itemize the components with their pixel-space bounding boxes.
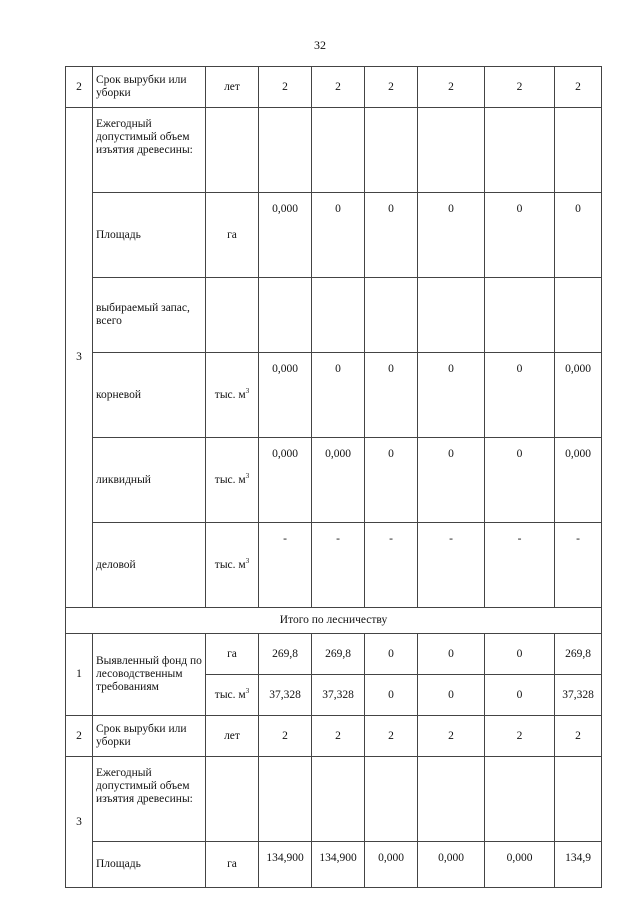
value-cell: - <box>312 523 365 608</box>
value-cell: 0 <box>312 193 365 278</box>
value-cell: 2 <box>418 67 485 108</box>
value-cell <box>312 278 365 353</box>
value-cell: 0 <box>485 634 555 675</box>
value-cell <box>259 757 312 842</box>
forest-table <box>65 66 602 888</box>
row-index: 3 <box>66 757 93 888</box>
value-cell: 2 <box>485 67 555 108</box>
value-cell: 0 <box>418 675 485 716</box>
row-index: 2 <box>66 716 93 757</box>
table-row-ezhegod <box>66 108 602 193</box>
table-row-srok <box>66 67 602 108</box>
value-cell: 2 <box>312 716 365 757</box>
row-index: 3 <box>66 108 93 608</box>
value-cell: 2 <box>418 716 485 757</box>
value-cell <box>418 278 485 353</box>
table-row-kornevoy <box>66 353 602 438</box>
value-cell: 0 <box>555 193 602 278</box>
value-cell: 0,000 <box>365 842 418 888</box>
row-label: Выявленный фонд по лесоводственным требованиям <box>93 634 206 716</box>
value-cell <box>365 108 418 193</box>
value-cell: 0,000 <box>485 842 555 888</box>
value-cell <box>418 108 485 193</box>
value-cell <box>555 108 602 193</box>
value-cell: 269,8 <box>555 634 602 675</box>
value-cell: 0,000 <box>555 353 602 438</box>
unit-cell: тыс. $м^3$ <box>206 353 259 438</box>
value-cell: - <box>418 523 485 608</box>
row-label: выбираемый запас, всего <box>93 278 206 353</box>
value-cell: 0,000 <box>259 353 312 438</box>
table-row-likvidny <box>66 438 602 523</box>
value-cell: 37,328 <box>259 675 312 716</box>
table-row-ploshad <box>66 842 602 888</box>
table-row-ezhegod <box>66 757 602 842</box>
unit-cell: тыс. $м^3$ <box>206 438 259 523</box>
section-heading-row <box>66 608 602 634</box>
row-index: 1 <box>66 634 93 716</box>
value-cell: 2 <box>555 67 602 108</box>
value-cell: 134,900 <box>259 842 312 888</box>
value-cell <box>555 757 602 842</box>
value-cell: - <box>259 523 312 608</box>
value-cell <box>259 278 312 353</box>
unit-cell: тыс. $м^3$ <box>206 675 259 716</box>
value-cell <box>555 278 602 353</box>
row-label: Ежегодный допустимый объем изъятия древесины: <box>93 108 206 193</box>
value-cell: 0 <box>485 193 555 278</box>
value-cell: 0 <box>365 675 418 716</box>
row-label: Площадь <box>93 193 206 278</box>
value-cell <box>365 278 418 353</box>
value-cell: 0 <box>418 634 485 675</box>
value-cell <box>418 757 485 842</box>
table-row-delovoy <box>66 523 602 608</box>
value-cell: 0,000 <box>555 438 602 523</box>
value-cell: 0 <box>365 353 418 438</box>
row-index: 2 <box>66 67 93 108</box>
row-label: Ежегодный допустимый объем изъятия древесины: <box>93 757 206 842</box>
table-row-srok <box>66 716 602 757</box>
page-number: 32 <box>314 38 326 52</box>
unit-cell: га <box>206 842 259 888</box>
value-cell: 37,328 <box>312 675 365 716</box>
value-cell: 0 <box>418 353 485 438</box>
value-cell: 2 <box>555 716 602 757</box>
value-cell: 0 <box>418 438 485 523</box>
unit-cell <box>206 108 259 193</box>
value-cell: 2 <box>259 67 312 108</box>
value-cell: - <box>485 523 555 608</box>
value-cell <box>485 278 555 353</box>
value-cell: 0,000 <box>418 842 485 888</box>
row-label: Срок вырубки или уборки <box>93 716 206 757</box>
value-cell: 2 <box>259 716 312 757</box>
row-label: деловой <box>93 523 206 608</box>
unit-cell: га <box>206 634 259 675</box>
unit-cell <box>206 757 259 842</box>
unit-cell: лет <box>206 67 259 108</box>
value-cell: 2 <box>365 67 418 108</box>
value-cell <box>365 757 418 842</box>
value-cell: 2 <box>485 716 555 757</box>
value-cell: 0 <box>418 193 485 278</box>
value-cell: 134,900 <box>312 842 365 888</box>
unit-cell: га <box>206 193 259 278</box>
value-cell: 0,000 <box>259 438 312 523</box>
value-cell: 0 <box>365 193 418 278</box>
section-heading: Итого по лесничеству <box>66 608 602 634</box>
unit-cell <box>206 278 259 353</box>
value-cell: 2 <box>365 716 418 757</box>
row-label: ликвидный <box>93 438 206 523</box>
row-label: корневой <box>93 353 206 438</box>
row-label: Площадь <box>93 842 206 888</box>
value-cell: - <box>555 523 602 608</box>
value-cell: 0,000 <box>259 193 312 278</box>
value-cell: 0 <box>365 438 418 523</box>
value-cell: 0 <box>365 634 418 675</box>
table-row-ploshad <box>66 193 602 278</box>
value-cell <box>259 108 312 193</box>
table-row-vybiraemy <box>66 278 602 353</box>
row-label: Срок вырубки или уборки <box>93 67 206 108</box>
table-row-fond-ga <box>66 634 602 675</box>
value-cell: 269,8 <box>259 634 312 675</box>
value-cell: 0 <box>485 353 555 438</box>
value-cell: 37,328 <box>555 675 602 716</box>
unit-cell: лет <box>206 716 259 757</box>
value-cell <box>485 757 555 842</box>
value-cell <box>485 108 555 193</box>
value-cell: 0 <box>485 438 555 523</box>
value-cell: 269,8 <box>312 634 365 675</box>
value-cell: 0,000 <box>312 438 365 523</box>
value-cell: 2 <box>312 67 365 108</box>
value-cell: 0 <box>312 353 365 438</box>
value-cell: - <box>365 523 418 608</box>
value-cell: 0 <box>485 675 555 716</box>
unit-cell: тыс. $м^3$ <box>206 523 259 608</box>
value-cell <box>312 108 365 193</box>
value-cell <box>312 757 365 842</box>
value-cell: 134,9 <box>555 842 602 888</box>
